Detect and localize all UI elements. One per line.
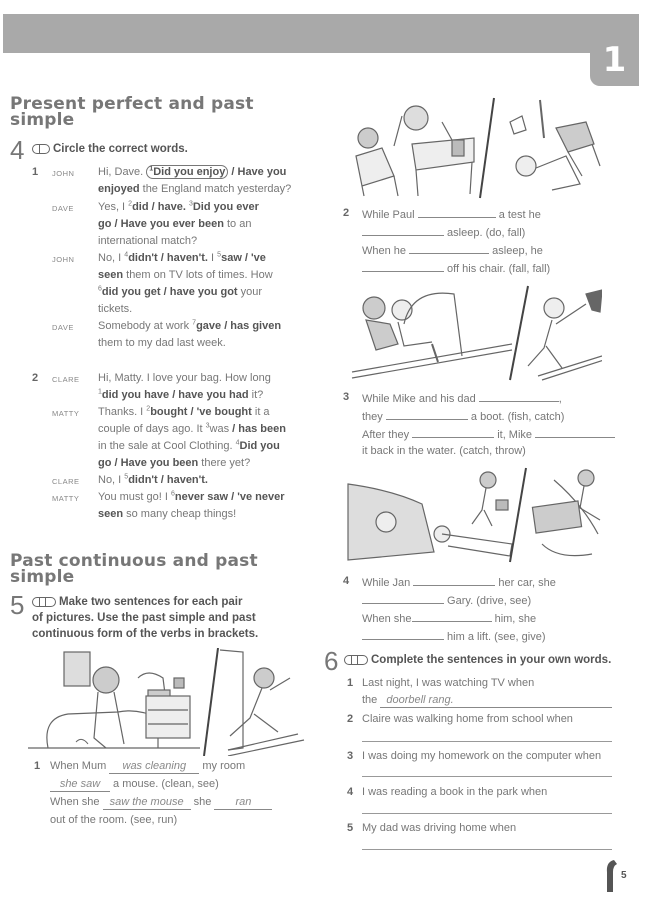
sentence-line: While Jan her car, she — [362, 577, 556, 589]
item-number: 1 — [347, 677, 354, 689]
dialogue-line[interactable]: No, I $^4$didn't / haven't. I $^5$saw / 've — [98, 251, 266, 264]
sentence-prompt: My dad was driving home when — [362, 822, 517, 834]
sentence-line: When she saw the mouse she ran — [50, 796, 272, 810]
speaker-label: CLARE — [52, 375, 80, 384]
dialogue-line[interactable]: seen so many cheap things! — [98, 508, 237, 520]
picture-mike-fishing — [342, 280, 602, 382]
sentence-line: While Paul a test he — [362, 209, 541, 221]
two-star-difficulty-icon — [32, 597, 56, 607]
speaker-label: JOHN — [52, 255, 75, 264]
page-corner-mark-icon — [604, 858, 618, 892]
dialogue-line[interactable]: No, I $^5$didn't / haven't. — [98, 473, 208, 486]
dialogue-line[interactable]: $^1$did you have / have you had it? — [98, 388, 264, 401]
dialogue-line: Hi, Dave. $^1$Did you enjoy / Have you — [98, 165, 287, 178]
exercise-5-number: 5 — [10, 590, 25, 620]
item-number: 4 — [347, 786, 354, 798]
answer-field[interactable] — [362, 776, 612, 777]
dialogue-line[interactable]: You must go! I $^6$never saw / 've never — [98, 490, 285, 503]
dialogue-line[interactable]: seen them on TV lots of times. How — [98, 269, 273, 281]
sentence-line: When Mum was cleaning my room — [50, 760, 246, 772]
exercise-4-number: 4 — [10, 135, 25, 165]
answer-field[interactable] — [535, 427, 615, 438]
sentence-prompt: Claire was walking home from school when — [362, 713, 573, 725]
sentence-line: off his chair. (fall, fall) — [362, 261, 550, 276]
dialogue-line[interactable]: Thanks. I $^2$bought / 've bought it a — [98, 405, 270, 418]
answer-field[interactable] — [479, 391, 559, 402]
answer-field[interactable] — [418, 207, 496, 218]
answer-field[interactable] — [386, 409, 468, 420]
dialogue-line[interactable]: Yes, I $^2$did / have. $^3$Did you ever — [98, 200, 259, 213]
two-star-difficulty-icon — [344, 655, 368, 665]
answer-field[interactable]: was cleaning — [109, 760, 199, 774]
sentence-prompt: I was reading a book in the park when — [362, 786, 548, 798]
exercise-6-number: 6 — [324, 646, 339, 676]
item-number: 1 — [34, 760, 41, 772]
section-title-line: simple — [10, 567, 75, 587]
answer-field[interactable]: she saw — [50, 778, 110, 792]
dialogue-line: them to my dad last week. — [98, 337, 226, 349]
page-number: 5 — [621, 870, 627, 881]
dialogue-line: enjoyed the England match yesterday? — [98, 183, 292, 195]
exercise-4-instruction — [32, 141, 188, 157]
dialogue-line[interactable]: couple of days ago. It $^3$was / has been — [98, 422, 286, 435]
dialogue-line[interactable]: $^6$did you get / have you got your — [98, 285, 263, 298]
picture-paul-asleep-in-test — [342, 96, 602, 200]
section-title-past-continuous — [10, 553, 258, 585]
item-number: 3 — [343, 391, 350, 403]
answer-field[interactable]: doorbell rang. — [380, 694, 612, 708]
answer-field[interactable] — [413, 575, 495, 586]
answer-field[interactable] — [362, 849, 612, 850]
answer-field[interactable] — [362, 629, 444, 640]
instruction-text: Circle the correct words. — [53, 143, 188, 155]
sentence-line: Gary. (drive, see) — [362, 593, 531, 608]
dialogue-line[interactable]: Somebody at work $^7$gave / has given — [98, 319, 282, 332]
sentence-line: When she him, she — [362, 613, 537, 625]
answer-field[interactable] — [362, 593, 444, 604]
header-bar — [3, 14, 639, 53]
sentence-line: it back in the water. (catch, throw) — [362, 445, 526, 457]
item-number: 2 — [347, 713, 354, 725]
speaker-label: DAVE — [52, 323, 74, 332]
sentence-line: they a boot. (fish, catch) — [362, 411, 565, 423]
sentence-line: the doorbell rang. — [362, 694, 612, 708]
one-star-difficulty-icon — [32, 144, 50, 154]
speaker-label: DAVE — [52, 204, 74, 213]
sentence-line: she saw a mouse. (clean, see) — [50, 778, 219, 792]
item-number: 4 — [343, 575, 350, 587]
item-number: 5 — [347, 822, 354, 834]
exercise-5-instruction: Make two sentences for each pair of pictures. Use the past simple and past continuous form of the verbs in brackets. — [32, 596, 259, 640]
sentence-line: When he asleep, he — [362, 245, 543, 257]
section-title-present-perfect — [10, 96, 254, 128]
dialogue-line[interactable]: go / Have you ever been to an — [98, 218, 252, 230]
answer-field[interactable] — [362, 741, 612, 742]
dialogue-line: tickets. — [98, 303, 133, 315]
unit-number: 1 — [602, 40, 627, 80]
dialogue-line: Hi, Matty. I love your bag. How long — [98, 372, 271, 384]
speaker-label: JOHN — [52, 169, 75, 178]
circled-answer[interactable]: $^1$Did you enjoy — [146, 165, 228, 179]
exercise-6-instruction: Complete the sentences in your own words. — [344, 652, 611, 668]
dialogue-line: international match? — [98, 235, 198, 247]
sentence-line: asleep. (do, fall) — [362, 225, 525, 240]
answer-field[interactable]: saw the mouse — [103, 796, 191, 810]
answer-field[interactable] — [412, 427, 494, 438]
sentence-line: After they it, Mike — [362, 427, 615, 442]
answer-field[interactable] — [412, 611, 492, 622]
answer-field[interactable] — [362, 225, 444, 236]
section-title-line: Past continuous and past — [10, 551, 258, 571]
section-title-line: Present perfect and past — [10, 94, 254, 114]
speaker-label: MATTY — [52, 409, 80, 418]
answer-field[interactable] — [362, 261, 444, 272]
dialogue-number: 2 — [32, 372, 39, 384]
sentence-line: While Mike and his dad , — [362, 393, 562, 405]
unit-tab — [590, 14, 639, 86]
answer-field[interactable]: ran — [214, 796, 272, 810]
item-number: 2 — [343, 207, 350, 219]
speaker-label: MATTY — [52, 494, 80, 503]
sentence-prompt: Last night, I was watching TV when — [362, 677, 535, 689]
sentence-prompt: I was doing my homework on the computer when — [362, 750, 602, 762]
speaker-label: CLARE — [52, 477, 80, 486]
answer-field[interactable] — [362, 813, 612, 814]
dialogue-line[interactable]: go / Have you been there yet? — [98, 457, 251, 469]
picture-jan-driving — [342, 464, 602, 564]
dialogue-number: 1 — [32, 166, 39, 178]
section-title-line: simple — [10, 110, 75, 130]
dialogue-line[interactable]: in the sale at Cool Clothing. $^4$Did you — [98, 439, 280, 452]
sentence-line: him a lift. (see, give) — [362, 629, 545, 644]
picture-mum-cleaning-room — [28, 648, 308, 756]
sentence-line: out of the room. (see, run) — [50, 814, 178, 826]
answer-field[interactable] — [409, 243, 489, 254]
item-number: 3 — [347, 750, 354, 762]
